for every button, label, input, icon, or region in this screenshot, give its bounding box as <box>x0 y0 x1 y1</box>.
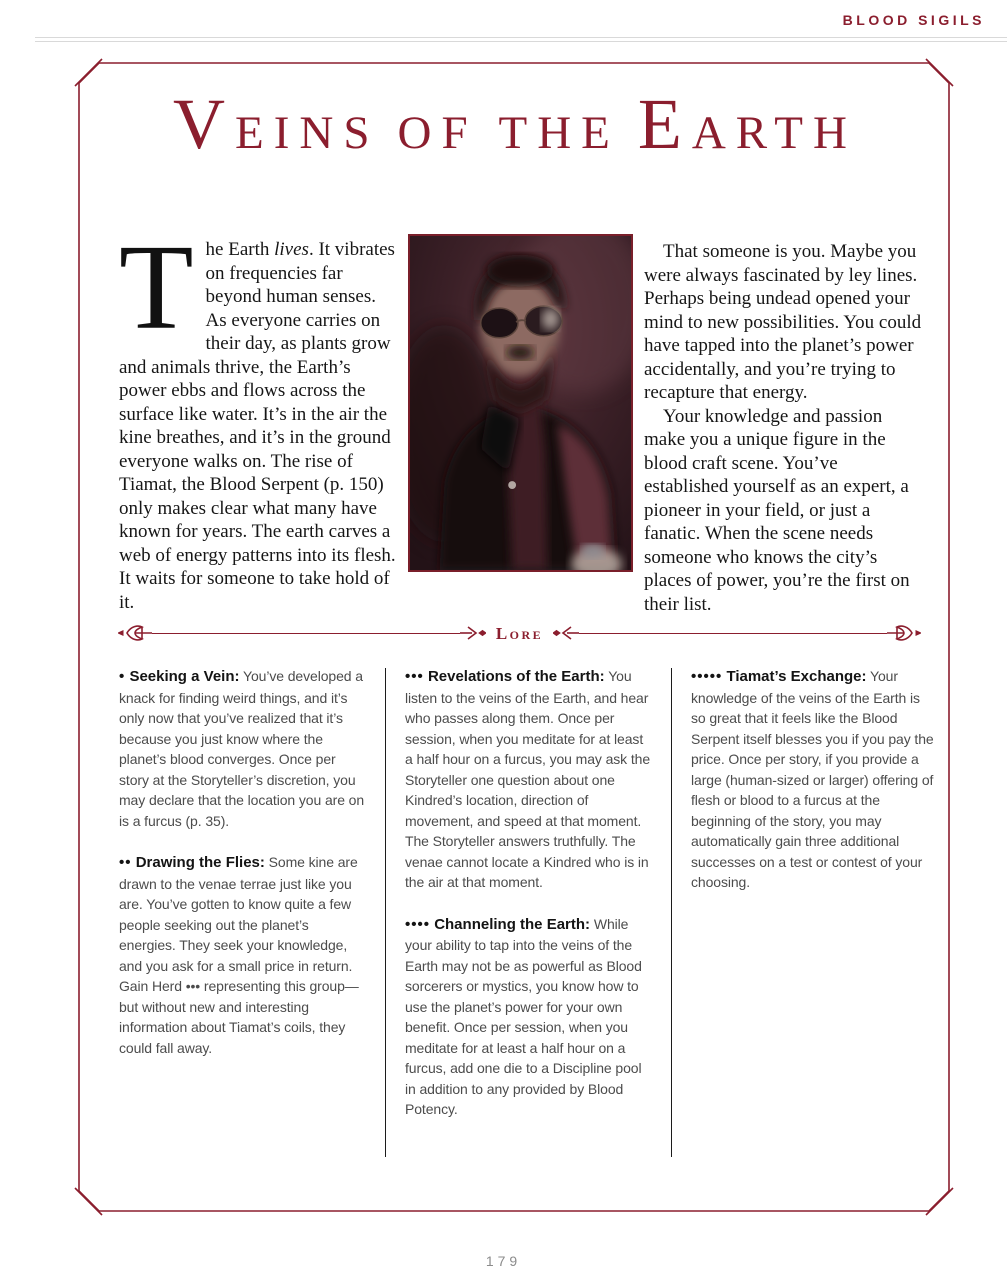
lore-entry-title: Seeking a Vein: <box>129 668 240 685</box>
portrait-image <box>408 234 633 572</box>
lore-entry-title: Tiamat’s Exchange: <box>726 668 867 685</box>
figure-hair-top <box>487 255 554 287</box>
divider-line-left <box>152 633 460 634</box>
lore-entry-tiamats-exchange <box>691 666 938 893</box>
divider-center-left-arrow-icon <box>460 623 486 643</box>
lore-entry-text: Your knowledge of the veins of the Earth is so great that it feels like the Blood Serpent itself blesses you if you pay the price. Once per story, if you provide a large (human-sized or larger) offering of flesh or blood to a furcus at the beginning of the story, you may automatically gain three additional successes on a test or contest of your choosing. <box>691 668 934 890</box>
title-initial-e: E <box>637 84 692 164</box>
page-title <box>80 84 950 164</box>
divider-line-right <box>579 633 887 634</box>
lore-entry-text: You listen to the veins of the Earth, and hear who passes along them. Once per session, when you meditate for at least a half hour on a furcus, you may ask the Storyteller one question about one Kindred’s location, direction of movement, and speed at that moment. The Storyteller answers truthfully. The venae cannot locate a Kindred who is in the air at that moment. <box>405 668 651 890</box>
wrist-watch <box>582 544 604 558</box>
intro-right-paragraph-1: That someone is you. Maybe you were always fascinated by ley lines. Perhaps being undead opened your mind to new possibilities. You could have tapped into the planet’s power accidentally, and you’re trying to recapture that energy. <box>644 241 922 403</box>
divider-center-right-arrow-icon <box>553 623 579 643</box>
lore-entry-drawing-the-flies <box>119 852 366 1058</box>
dot-rating: ••••• <box>691 668 723 685</box>
running-header: BLOOD SIGILS <box>842 12 985 28</box>
lore-column-3 <box>691 666 938 1158</box>
column-divider-rule-1 <box>385 668 386 1157</box>
intro-right-paragraph-2: Your knowledge and passion make you a unique figure in the blood craft scene. You’ve established yourself as an expert, a pioneer in your field, or just a fanatic. When the scene needs someone who knows the city’s places of power, you’re the first on their list. <box>644 405 910 615</box>
dot-rating: •• <box>119 854 132 871</box>
lore-entry-title: Channeling the Earth: <box>434 915 591 933</box>
intro-left-text-end: . It vibrates on frequencies far beyond human senses. As everyone carries on their day, as plants grow and animals thrive, the Earth’s power ebbs and flows across the surface like water. It’s in the air the kine breathes, and it’s in the ground everyone walks on. The rise of Tiamat, the Blood Serpent (p. 150) only makes clear what many have known for years. The earth carves a web of energy patterns into its flesh. It waits for someone to take hold of it. <box>119 239 396 613</box>
divider-left-ornament-icon <box>118 623 152 643</box>
title-initial-v: V <box>173 84 236 164</box>
intro-left-column <box>119 220 400 614</box>
header-double-rule <box>35 37 1007 42</box>
drop-cap: T <box>119 220 194 355</box>
lore-columns <box>119 666 934 1158</box>
title-of-the: OF THE <box>397 107 620 159</box>
dot-rating: ••• <box>405 668 424 685</box>
lore-entry-revelations-of-the-earth <box>405 666 652 893</box>
lore-entry-title: Revelations of the Earth: <box>427 668 605 685</box>
lore-entry-text: While your ability to tap into the veins of the Earth may not be as powerful as Blood sorcerers or mystics, you know how to use the planet’s power for your own benefit. Once per session, when you meditate for at least a half hour on a furcus, add one die to a Discipline pool in addition to any provided by Blood Potency. <box>405 915 642 1117</box>
page-number: 179 <box>485 1253 522 1269</box>
dot-rating: •••• <box>405 915 431 933</box>
intro-left-text-start: he Earth <box>205 239 275 260</box>
figure-mustache <box>506 346 534 360</box>
lore-entry-channeling-the-earth <box>405 914 652 1120</box>
lore-divider-label: Lore <box>495 623 544 643</box>
dot-rating: • <box>119 668 126 685</box>
title-rest-arth: ARTH <box>691 107 857 159</box>
lore-entry-text: Some kine are drawn to the venae terrae just like you are. You’ve gotten to know quite a few people seeking out the planet’s energies. They seek your knowledge, and you ask for a small price in return. Gain Herd ••• representing this group—but without new and interesting information about Tiamat’s coils, they could fall away. <box>119 854 359 1056</box>
lore-column-2 <box>405 666 652 1158</box>
lore-entry-seeking-a-vein <box>119 666 366 831</box>
lore-entry-title: Drawing the Flies: <box>135 854 265 871</box>
lore-section-divider <box>118 620 921 646</box>
column-divider-rule-2 <box>671 668 672 1157</box>
intro-left-italic: lives <box>274 239 309 260</box>
lore-entry-text: You’ve developed a knack for finding weird things, and it’s only now that you’ve realized that it’s because you just know where the planet’s blood converges. Once per story at the Storyteller’s discretion, you may declare that the location you are on is a furcus (p. 35). <box>119 668 365 829</box>
divider-right-ornament-icon <box>887 623 921 643</box>
intro-right-column <box>644 240 925 616</box>
jacket-button <box>508 481 516 489</box>
lore-column-1 <box>119 666 366 1158</box>
title-rest-eins: EINS <box>235 107 380 159</box>
